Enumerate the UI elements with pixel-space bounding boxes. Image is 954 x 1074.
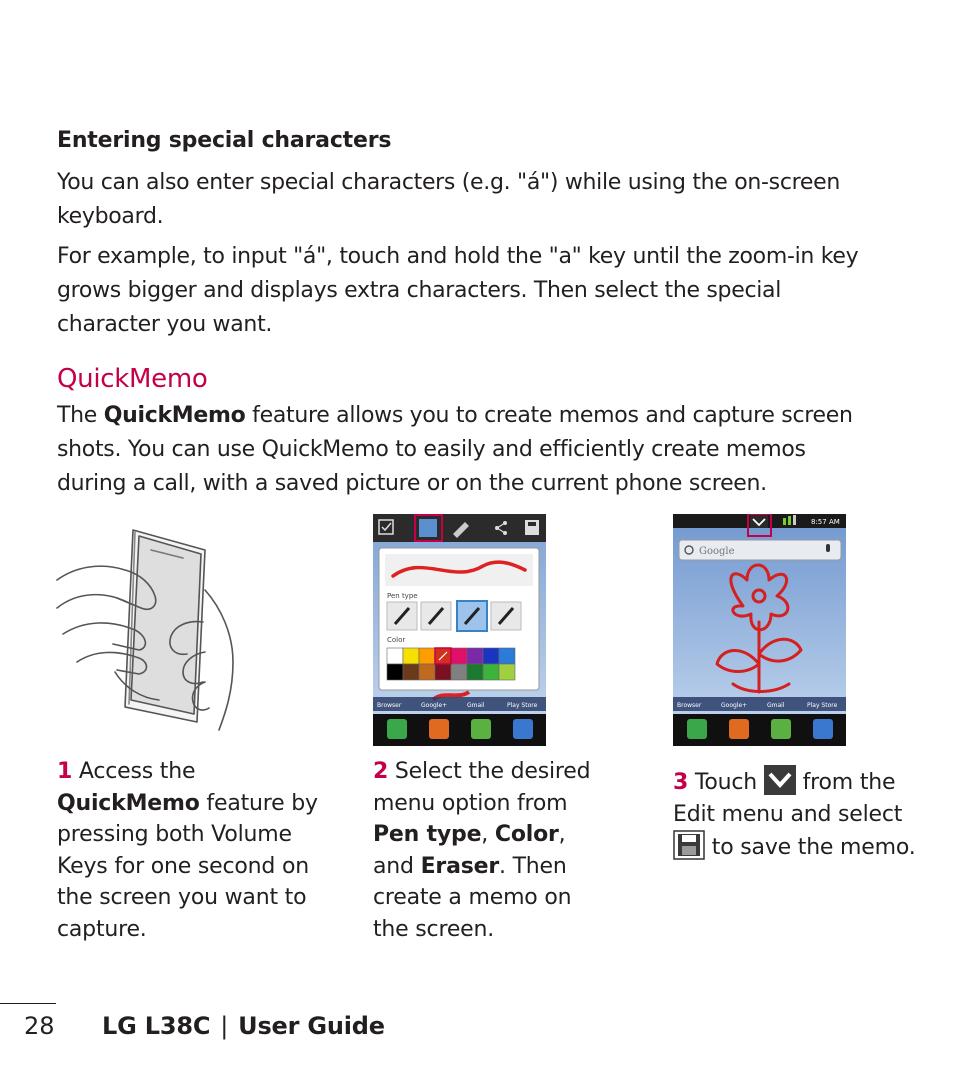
app-label-googleplus: Google+	[421, 702, 448, 709]
save-icon	[673, 830, 705, 860]
quickmemo-paragraph: The QuickMemo feature allows you to create memos and capture screen shots. You can use QuickMemo to easily and efficiently create memos during a call, with a saved picture or on the current phone screen.	[57, 403, 853, 496]
step-2-text: 2 Select the desired menu option from Pen type, Color, and Eraser. Then create a memo on the screen.	[373, 759, 591, 942]
quickmemo-flower-memo-screenshot	[673, 514, 846, 746]
app-label-gmail-3: Gmail	[767, 702, 785, 709]
status-time: 8:57 AM	[811, 518, 840, 526]
special-paragraph-1: You can also enter special characters (e.g. "á") while using the on-screen keyboard.	[57, 170, 841, 229]
app-label-browser-3: Browser	[677, 702, 702, 709]
quickmemo-pen-menu-screenshot	[373, 514, 546, 746]
special-paragraph-2: For example, to input "á", touch and hold the "a" key until the zoom-in key grows bigger and displays extra characters. Then select the special character you want.	[57, 244, 859, 337]
footer-guide-title: LG L38C | User Guide	[102, 1012, 385, 1040]
app-label-gmail: Gmail	[467, 702, 485, 709]
page-number: 28	[24, 1012, 55, 1040]
search-widget-label: Google	[699, 546, 735, 557]
color-screen-label: Color	[387, 636, 406, 644]
app-label-browser: Browser	[377, 702, 402, 709]
hands-holding-phone-illustration	[55, 522, 240, 732]
app-label-play-store-3: Play Store	[807, 702, 838, 709]
pen-type-screen-label: Pen type	[387, 592, 418, 600]
footer-rule	[0, 1003, 56, 1004]
app-label-play-store: Play Store	[507, 702, 538, 709]
section-heading-special-characters: Entering special characters	[57, 128, 392, 153]
step-1-text: 1 Access the QuickMemo feature by pressing both Volume Keys for one second on the screen you want to capture.	[57, 759, 318, 942]
app-label-googleplus-3: Google+	[721, 702, 748, 709]
chevron-down-icon	[764, 765, 796, 795]
section-heading-quickmemo: QuickMemo	[57, 364, 208, 394]
step-3-text: 3 Touch from the Edit menu and select to save the memo.	[673, 765, 933, 864]
